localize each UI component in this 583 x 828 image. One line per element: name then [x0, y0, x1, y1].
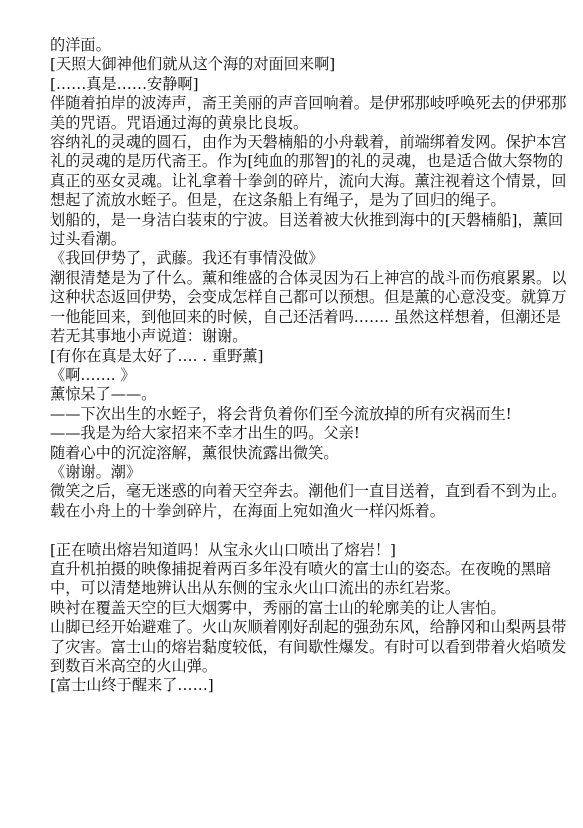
paragraph: 伴随着拍岸的波涛声，斋王美丽的声音回响着。是伊邪那岐呼唤死去的伊邪那美的咒语。咒语通过海的黄泉比良坂。	[50, 94, 567, 132]
paragraph: 山脚已经开始避难了。火山灰顺着刚好刮起的强劲东风，给静冈和山梨两县带了灾害。富士山的熔岩黏度较低，有间歇性爆发。有时可以看到带着火焰喷发到数百米高空的火山弹。	[50, 618, 567, 675]
paragraph: 容纳礼的灵魂的圆石，由作为天磐楠船的小舟载着，前端绑着发网。保护本宫礼的灵魂的是历代斋王。作为[纯血的那智]的礼的灵魂，也是适合做大祭物的真正的巫女灵魂。让礼拿着十拳剑的碎片，流向大海。薰注视着这个情景，回想起了流放水蛭子。但是，在这条船上有绳子，是为了回归的绳子。	[50, 133, 567, 210]
paragraph: 《啊……. 》	[50, 365, 136, 384]
paragraph: [正在喷出熔岩知道吗！从宝永火山口喷出了熔岩！]	[50, 540, 396, 559]
paragraph: 的洋面。	[50, 36, 111, 54]
paragraph: 载在小舟上的十拳剑碎片，在海面上宛如渔火一样闪烁着。	[50, 501, 445, 520]
blank-line	[50, 521, 570, 540]
paragraph: 《谢谢。潮》	[50, 462, 142, 481]
paragraph: ——我是为给大家招来不幸才出生的吗。父亲!	[50, 424, 360, 443]
paragraph: 直升机拍摄的映像捕捉着两百多年没有喷火的富士山的姿态。在夜晚的黑暗中，可以清楚地辨认出从东侧的宝永火山口流出的赤红岩浆。	[50, 559, 552, 598]
paragraph: 微笑之后，毫无迷惑的向着天空奔去。潮他们一直目送着，直到看不到为止。	[50, 482, 567, 501]
paragraph: 《我回伊势了，武藤。我还有事情没做》	[50, 249, 324, 268]
paragraph: [有你在真是太好了…. . 重野薰]	[50, 346, 264, 365]
paragraph: 潮很清楚是为了什么。薰和维盛的合体灵因为石上神宫的战斗而伤痕累累。以这种状态返回伊势，会变成怎样自己都可以预想。但是薰的心意没变。就算万一他能回来，到他回来的时候，自己还活着吗……. 虽然这样想着，但潮还是若无其事地小声说道：谢谢。	[50, 268, 567, 346]
paragraph: [……真是……安静啊]	[50, 74, 199, 93]
paragraph: 映衬在覆盖天空的巨大烟雾中，秀丽的富士山的轮廓美的让人害怕。	[50, 598, 506, 617]
paragraph: 划船的，是一身洁白装束的宁波。目送着被大伙推到海中的[天磐楠船]，薰回过头看潮。	[50, 210, 564, 249]
paragraph: ——下次出生的水蛭子，将会背负着你们至今流放掉的所有灾祸而生!	[50, 404, 512, 423]
paragraph: 随着心中的沉淀溶解，薰很快流露出微笑。	[50, 443, 339, 462]
paragraph: [富士山终于醒来了……]	[50, 676, 214, 695]
paragraph: 薰惊呆了——。	[50, 385, 157, 404]
paragraph: [天照大御神他们就从这个海的对面回来啊]	[50, 55, 336, 74]
document-body	[50, 36, 570, 696]
